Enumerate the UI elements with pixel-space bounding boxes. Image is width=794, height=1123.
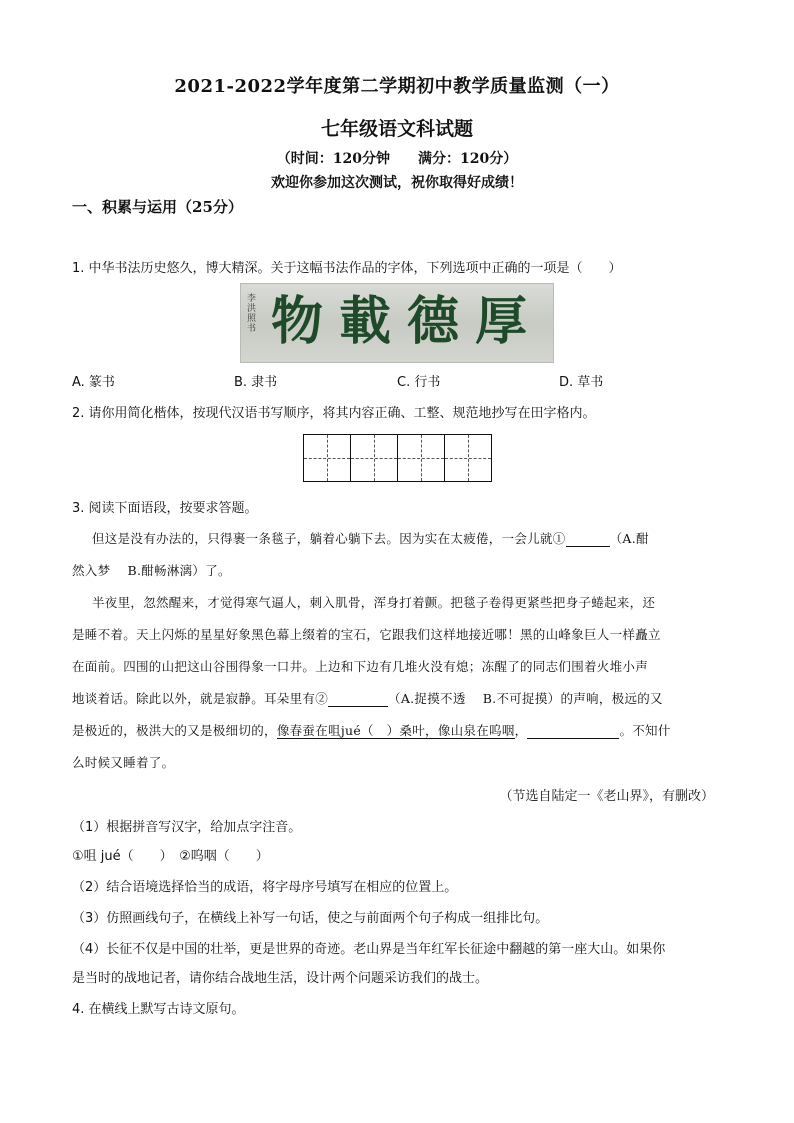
passage-line: 是睡不着。天上闪烁的星星好象黑色幕上缀着的宝石，它跟我们这样地接近哪！黑的山峰象巨人一样矗立 [72, 627, 661, 642]
passage-line [92, 529, 649, 547]
calligraphy-inscription: 李洪照书 [247, 294, 257, 334]
sub-question-2: （2）结合语境选择恰当的成语，将字母序号填写在相应的位置上。 [72, 880, 458, 895]
grid-cell[interactable] [444, 434, 492, 482]
calligraphy-text: 物載德厚 [271, 291, 544, 352]
question-4-stem: 4. 在横线上默写古诗文原句。 [72, 1002, 245, 1017]
blank-1[interactable] [566, 532, 610, 547]
passage-line [72, 721, 671, 739]
sub-question-4-cont: 是当时的战地记者，请你结合战地生活，设计两个问题采访我们的战士。 [72, 971, 489, 986]
passage-line: 然入梦 B.酣畅淋漓）了。 [72, 563, 231, 578]
option-c: C. 行书 [397, 375, 441, 390]
exam-subtitle: 七年级语文科试题 [320, 118, 473, 140]
passage-text: ， [514, 723, 528, 738]
calligraphy-image [240, 283, 554, 363]
calligraphy-characters [271, 290, 543, 354]
passage-line [72, 689, 663, 707]
section-title: 一、积累与运用（25分） [72, 198, 243, 216]
passage-line: 在面前。四围的山把这山谷围得象一口井。上边和下边有几堆火没有熄；冻醒了的同志们围着火堆小声 [72, 659, 649, 674]
passage-text: 。不知什 [619, 723, 671, 738]
option-a: A. 篆书 [72, 375, 115, 390]
grid-cell[interactable] [397, 434, 445, 482]
tianzige-grid [303, 434, 492, 482]
question-1-stem: 1. 中华书法历史悠久，博大精深。关于这幅书法作品的字体，下列选项中正确的一项是（ ） [72, 261, 622, 276]
passage-text: （A.捉摸不透 B.不可捉摸）的声响，极远的又 [388, 691, 663, 706]
passage-text: 但这是没有办法的，只得裹一条毯子，躺着心躺下去。因为实在太疲倦，一会儿就① [92, 531, 566, 546]
grid-cell[interactable] [303, 434, 351, 482]
blank-3[interactable] [527, 724, 619, 739]
passage-text: （A.酣 [609, 531, 649, 546]
blank-2[interactable] [328, 692, 388, 707]
option-b: B. 隶书 [234, 375, 278, 390]
grid-cell[interactable] [350, 434, 398, 482]
option-d: D. 草书 [559, 375, 604, 390]
exam-time-score: （时间：120分钟 满分：120分） [276, 151, 518, 167]
sub-question-1: （1）根据拼音写汉字，给加点字注音。 [72, 820, 302, 835]
exam-welcome: 欢迎你参加这次测试，祝你取得好成绩！ [271, 175, 523, 191]
passage-line: 半夜里，忽然醒来，才觉得寒气逼人，刺入肌骨，浑身打着颤。把毯子卷得更紧些把身子蜷起来，还 [92, 595, 656, 610]
sub-question-3: （3）仿照画线句子，在横线上补写一句话，使之与前面两个句子构成一组排比句。 [72, 911, 549, 926]
passage-text: 是极近的，极洪大的又是极细切的， [72, 723, 277, 738]
sub-question-4: （4）长征不仅是中国的壮举，更是世界的奇迹。老山界是当年红军长征途中翻越的第一座大山。如果你 [72, 942, 666, 957]
question-2-stem: 2. 请你用简化楷体，按现代汉语书写顺序，将其内容正确、工整、规范地抄写在田字格内。 [72, 406, 596, 421]
underlined-sentence: 像春蚕在咀jué（ ）桑叶，像山泉在呜咽 [276, 723, 515, 738]
exam-title: 2021-2022学年度第二学期初中教学质量监测（一） [174, 76, 620, 97]
question-3-stem: 3. 阅读下面语段，按要求答题。 [72, 501, 258, 516]
passage-source: （节选自陆定一《老山界》，有删改） [499, 789, 714, 804]
passage-line: 么时候又睡着了。 [72, 755, 175, 770]
passage-text: 地谈着话。除此以外，就是寂静。耳朵里有② [72, 691, 329, 706]
sub-question-1-items: ①咀 jué（ ） ②呜咽（ ） [72, 849, 269, 864]
